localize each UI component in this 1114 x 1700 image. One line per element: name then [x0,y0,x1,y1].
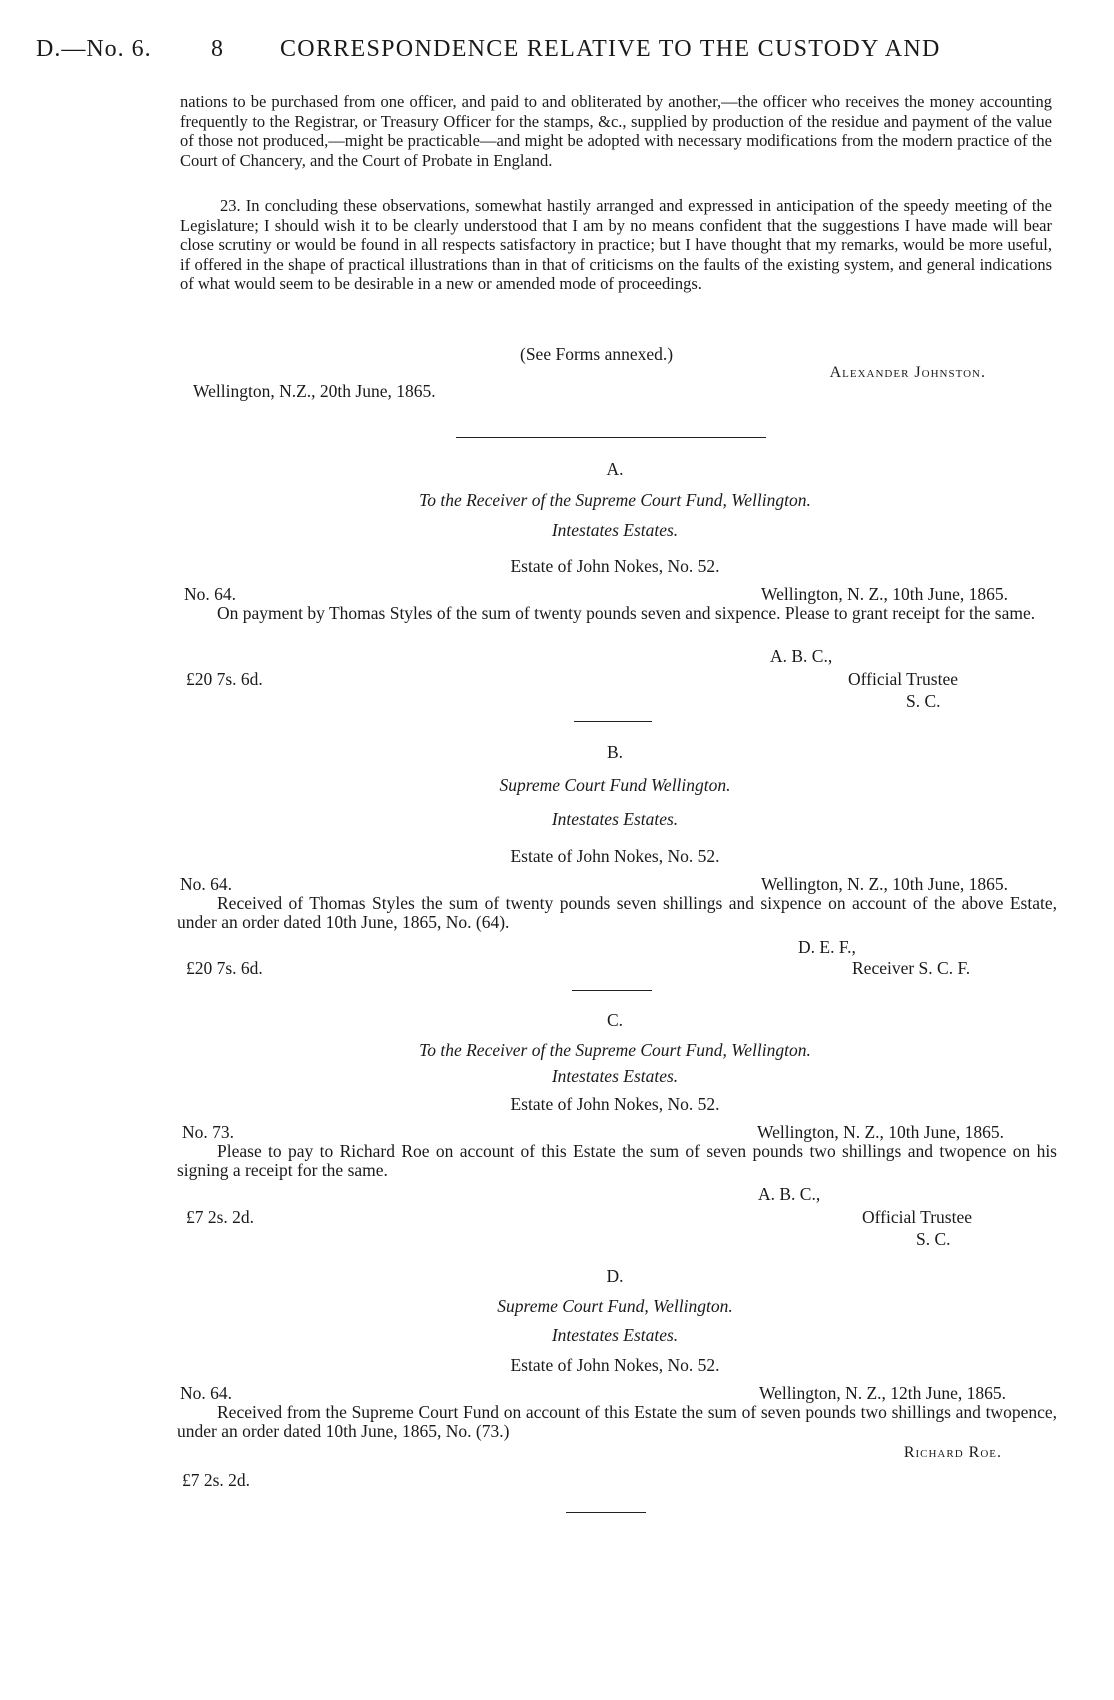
form-b-signer: D. E. F., [798,937,856,957]
document-reference: D.—No. 6. [36,36,152,62]
form-a-signer-title2: S. C. [906,691,941,711]
form-b-estate: Estate of John Nokes, No. 52. [510,846,720,866]
form-a-letter: A. [606,459,624,479]
page-number: 8 [211,36,224,62]
form-b-text: Received of Thomas Styles the sum of twenty pounds seven shillings and sixpence on account of the above Estate, under an order dated 10th June, 1865, No. (64). [177,893,1057,932]
form-d-amount: £7 2s. 2d. [182,1470,251,1490]
page-title: CORRESPONDENCE RELATIVE TO THE CUSTODY AND [280,36,941,62]
form-c-text: Please to pay to Richard Roe on account of this Estate the sum of seven pounds two shillings and twopence on his signing a receipt for the same. [177,1141,1057,1180]
form-a-signer: A. B. C., [770,646,833,666]
form-d-heading: Supreme Court Fund, Wellington. [497,1296,733,1316]
form-b-number: No. 64. [180,874,233,894]
form-a-number: No. 64. [184,584,237,604]
form-c-subheading: Intestates Estates. [551,1066,679,1086]
form-d-number: No. 64. [180,1383,233,1403]
author-signature: Alexander Johnston. [829,364,986,381]
form-divider [574,721,652,722]
form-d-signer: Richard Roe. [903,1444,1002,1461]
form-d-place-date: Wellington, N. Z., 12th June, 1865. [759,1383,1006,1403]
form-c-place-date: Wellington, N. Z., 10th June, 1865. [757,1122,1004,1142]
form-c-number: No. 73. [182,1122,235,1142]
form-c-signer-title: Official Trustee [862,1207,973,1227]
form-b-subheading: Intestates Estates. [551,809,679,829]
form-d-letter: D. [606,1266,624,1286]
paragraph-continuation: nations to be purchased from one officer, and paid to and obliterated by another,—the officer who receives the money accounting frequently to the Registrar, or Treasury Officer for the stamps, &c., supplied by production of the residue and payment of the value of those not produced,—might be practicable—and might be adopted with necessary modifications from the modern practice of the Court of Chancery, and the Court of Probate in England. [180,92,1052,170]
form-a-estate: Estate of John Nokes, No. 52. [510,556,720,576]
form-a-subheading: Intestates Estates. [551,520,679,540]
form-b-signer-title: Receiver S. C. F. [852,958,971,978]
place-date: Wellington, N.Z., 20th June, 1865. [193,381,436,401]
form-c-signer: A. B. C., [758,1184,821,1204]
form-c-letter: C. [606,1010,624,1030]
section-divider [456,437,766,438]
form-d-text: Received from the Supreme Court Fund on account of this Estate the sum of seven pounds two shillings and twopence, under an order dated 10th June, 1865, No. (73.) [177,1402,1057,1441]
form-c-estate: Estate of John Nokes, No. 52. [510,1094,720,1114]
form-a-signer-title: Official Trustee [848,669,959,689]
form-b-letter: B. [606,742,624,762]
form-c-amount: £7 2s. 2d. [186,1207,255,1227]
form-a-place-date: Wellington, N. Z., 10th June, 1865. [761,584,1008,604]
form-a-amount: £20 7s. 6d. [186,669,263,689]
forms-annexed-note: (See Forms annexed.) [520,344,674,364]
form-c-signer-title2: S. C. [916,1229,951,1249]
form-d-subheading: Intestates Estates. [551,1325,679,1345]
form-divider [566,1512,646,1513]
running-header [36,36,1016,68]
form-b-heading: Supreme Court Fund Wellington. [499,775,731,795]
form-b-amount: £20 7s. 6d. [186,958,263,978]
form-c-heading: To the Receiver of the Supreme Court Fund, Wellington. [419,1040,811,1060]
form-d-estate: Estate of John Nokes, No. 52. [510,1355,720,1375]
form-divider [572,990,652,991]
form-a-text: On payment by Thomas Styles of the sum of twenty pounds seven and sixpence. Please to grant receipt for the same. [217,603,1036,623]
form-a-heading: To the Receiver of the Supreme Court Fund, Wellington. [419,490,811,510]
paragraph-23: 23. In concluding these observations, somewhat hastily arranged and expressed in anticipation of the speedy meeting of the Legislature; I should wish it to be clearly understood that I am by no means confident that the suggestions I have made will bear close scrutiny or would be found in all respects satisfactory in practice; but I have thought that my remarks, would be more useful, if offered in the shape of practical illustrations than in that of criticisms on the faults of the existing system, and general indications of what would seem to be desirable in a new or amended mode of proceedings. [180,196,1052,294]
form-b-place-date: Wellington, N. Z., 10th June, 1865. [761,874,1008,894]
